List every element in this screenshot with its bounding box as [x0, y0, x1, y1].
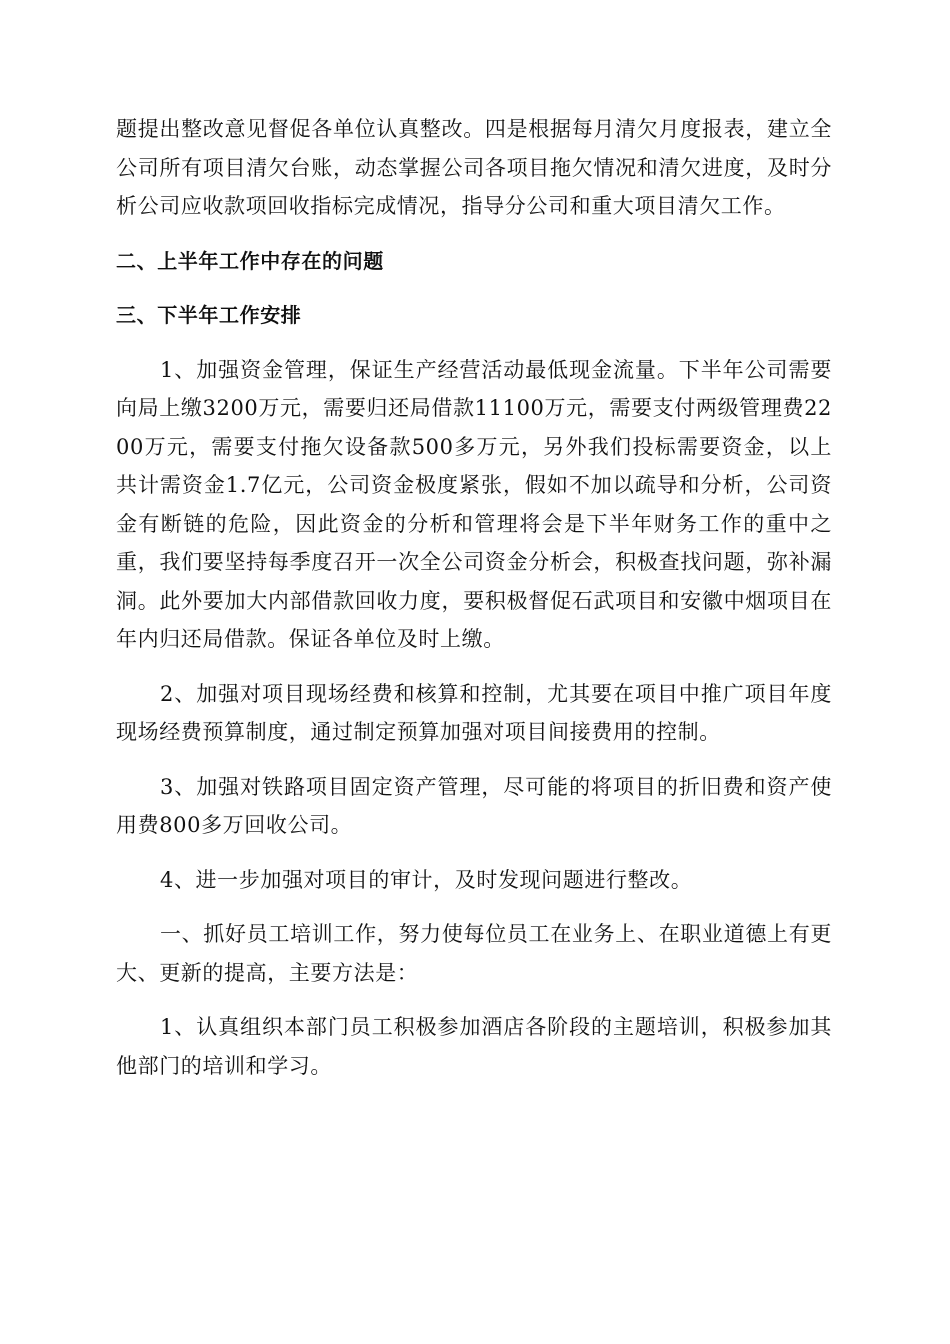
document-page [116, 110, 832, 1085]
section-heading-problems: 二、上半年工作中存在的问题 [116, 248, 384, 273]
paragraph-item-2-costs: 2、加强对项目现场经费和核算和控制，尤其要在项目中推广项目年度现场经费预算制度，通过制定预算加强对项目间接费用的控制。 [116, 681, 832, 744]
paragraph-item-3-assets: 3、加强对铁路项目固定资产管理，尽可能的将项目的折旧费和资产使用费800多万回收公司。 [116, 774, 832, 837]
paragraph-training-item-1: 1、认真组织本部门员工积极参加酒店各阶段的主题培训，积极参加其他部门的培训和学习。 [116, 1015, 832, 1078]
paragraph-item-4-audit: 4、进一步加强对项目的审计，及时发现问题进行整改。 [160, 867, 693, 892]
section-heading-plan: 三、下半年工作安排 [116, 303, 302, 327]
paragraph-item-1-funds: 1、加强资金管理，保证生产经营活动最低现金流量。下半年公司需要向局上缴3200万元，需要归还局借款11100万元，需要支付两级管理费2200万元，需要支付拖欠设备款500多万元，另外我们投标需要资金，以上共计需资金1.7亿元，公司资金极度紧张，假如不加以疏导和分析，公司资金有断链的危险，因此资金的分析和管理将会是下半年财务工作的重中之重，我们要坚持每季度召开一次全公司资金分析会，积极查找问题，弥补漏洞。此外要加大内部借款回收力度，要积极督促石武项目和安徽中烟项目在年内归还局借款。保证各单位及时上缴。 [116, 357, 832, 651]
paragraph-continuation: 题提出整改意见督促各单位认真整改。四是根据每月清欠月度报表，建立全公司所有项目清欠台账，动态掌握公司各项目拖欠情况和清欠进度，及时分析公司应收款项回收指标完成情况，指导分公司和重大项目清欠工作。 [116, 117, 832, 218]
paragraph-training-heading: 一、抓好员工培训工作，努力使每位员工在业务上、在职业道德上有更大、更新的提高，主要方法是： [116, 922, 832, 985]
